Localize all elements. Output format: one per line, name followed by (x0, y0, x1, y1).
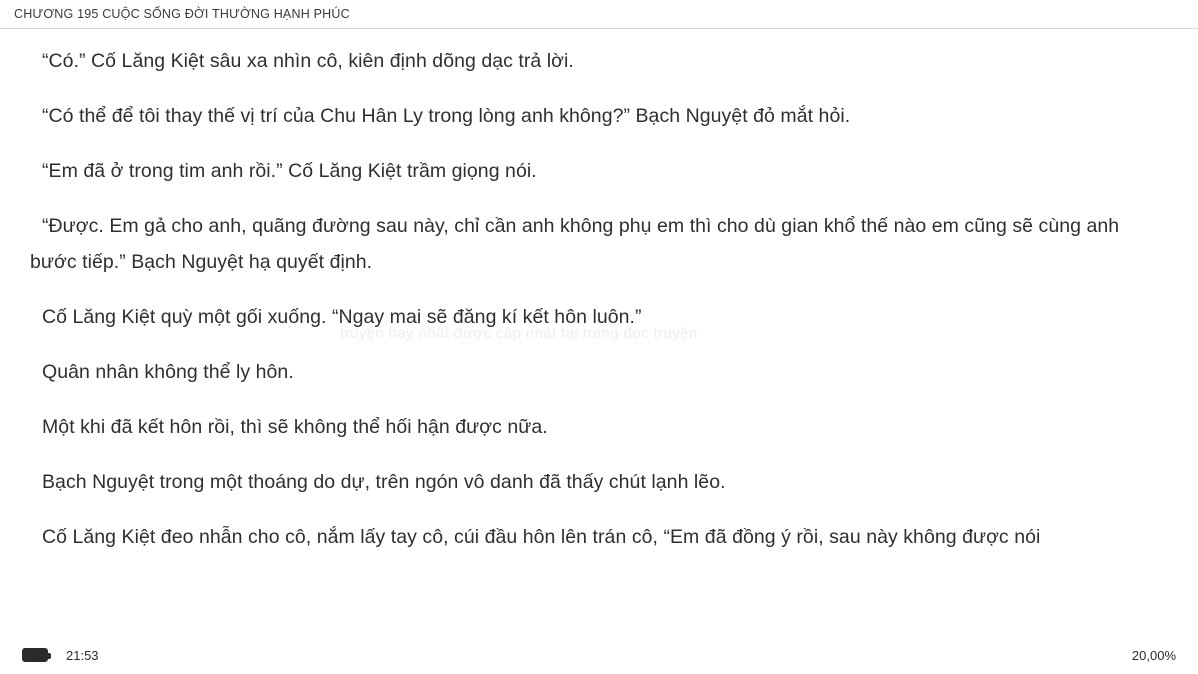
chapter-content (0, 29, 1198, 636)
paragraph: “Được. Em gả cho anh, quãng đường sau này, chỉ cần anh không phụ em thì cho dù gian khổ thế nào em cũng sẽ cùng anh bước tiếp.” Bạch Nguyệt hạ quyết định. (30, 215, 1120, 273)
reading-progress-label: 20,00% (1131, 647, 1176, 663)
chapter-header (0, 0, 1198, 28)
paragraph: Một khi đã kết hôn rồi, thì sẽ không thể hối hận được nữa. (42, 416, 548, 438)
paragraph: “Có thể để tôi thay thế vị trí của Chu Hân Ly trong lòng anh không?” Bạch Nguyệt đỏ mắt hỏi. (42, 105, 851, 127)
paragraph: Bạch Nguyệt trong một thoáng do dự, trên ngón vô danh đã thấy chút lạnh lẽo. (42, 471, 726, 493)
battery-icon (22, 648, 48, 662)
watermark-text: truyện hay nhất được cập nhật tại trang đọc truyện (340, 325, 698, 342)
chapter-title: CHƯƠNG 195 CUỘC SỐNG ĐỜI THƯỜNG HẠNH PHÚC (14, 7, 350, 21)
paragraph: Cố Lăng Kiệt quỳ một gối xuống. “Ngay mai sẽ đăng kí kết hôn luôn.” (42, 306, 642, 328)
paragraph: Cố Lăng Kiệt đeo nhẫn cho cô, nắm lấy tay cô, cúi đầu hôn lên trán cô, “Em đã đồng ý rồi, sau này không được nói (42, 526, 1041, 548)
paragraph: Quân nhân không thể ly hôn. (42, 361, 294, 383)
clock-label: 21:53 (66, 647, 99, 663)
paragraph: “Em đã ở trong tim anh rồi.” Cố Lăng Kiệt trầm giọng nói. (42, 160, 537, 182)
reader-footer (0, 636, 1198, 674)
paragraph: “Có.” Cố Lăng Kiệt sâu xa nhìn cô, kiên định dõng dạc trả lời. (42, 50, 574, 72)
